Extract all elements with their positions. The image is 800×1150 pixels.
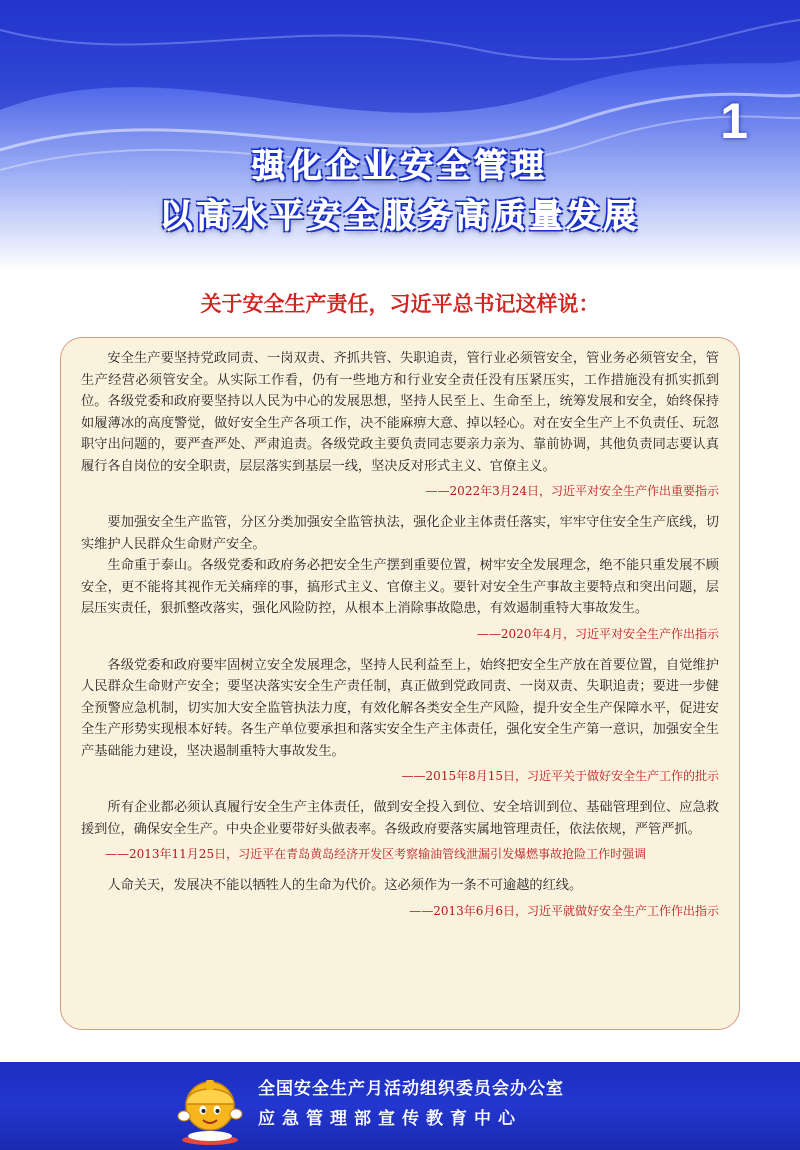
quote-panel xyxy=(60,337,740,1030)
quote-attribution: ——2015年8月15日，习近平关于做好安全生产工作的批示 xyxy=(401,769,719,783)
quote-attribution: ——2013年11月25日，习近平在青岛黄岛经济开发区考察输油管线泄漏引发爆燃事故抢险工作时强调 xyxy=(105,847,647,861)
quote-block-2020 xyxy=(81,512,719,645)
page-number: 1 xyxy=(720,93,748,149)
quote-block-2015 xyxy=(81,655,719,788)
quote-paragraph: 所有企业都必须认真履行安全生产主体责任，做到安全投入到位、安全培训到位、基础管理到位、应急救援到位，确保安全生产。中央企业要带好头做表率。各级政府要落实属地管理责任，依法依规，严管严抓。 xyxy=(81,800,719,837)
quote-block-2013-jun xyxy=(81,875,719,922)
safety-mascot-icon xyxy=(175,1066,245,1146)
quote-paragraph: 要加强安全生产监管，分区分类加强安全监管执法，强化企业主体责任落实，牢牢守住安全生产底线，切实维护人民群众生命财产安全。 xyxy=(81,515,719,552)
footer-organizer-line-2: 应急管理部宣传教育中心 xyxy=(258,1109,522,1129)
page-title-line-1: 强化企业安全管理 xyxy=(252,146,548,185)
quote-block-2013-nov xyxy=(81,797,719,865)
footer-organizer-line-1: 全国安全生产月活动组织委员会办公室 xyxy=(258,1079,564,1099)
section-subtitle: 关于安全生产责任，习近平总书记这样说： xyxy=(200,292,600,316)
quote-paragraph: 安全生产要坚持党政同责、一岗双责、齐抓共管、失职追责，管行业必须管安全，管业务必须管安全，管生产经营必须管安全。从实际工作看，仍有一些地方和行业安全责任没有压紧压实，工作措施没有抓实抓到位。各级党委和政府要坚持以人民为中心的发展思想，坚持人民至上、生命至上，统筹发展和安全，始终保持如履薄冰的高度警觉，做好安全生产各项工作，决不能麻痹大意、掉以轻心。对在安全生产上不负责任、玩忽职守出问题的，要严查严处、严肃追责。各级党政主要负责同志要亲力亲为、靠前协调，其他负责同志要认真履行各自岗位的安全职责，层层落实到基层一线，坚决反对形式主义、官僚主义。 xyxy=(81,351,719,474)
quote-paragraph: 人命关天，发展决不能以牺牲人的生命为代价。这必须作为一条不可逾越的红线。 xyxy=(107,878,583,893)
quote-attribution: ——2022年3月24日，习近平对安全生产作出重要指示 xyxy=(425,484,719,498)
page-title-line-2: 以高水平安全服务高质量发展 xyxy=(159,196,641,235)
quote-attribution: ——2020年4月，习近平对安全生产作出指示 xyxy=(476,626,719,641)
quote-attribution: ——2013年6月6日，习近平就做好安全生产工作作出指示 xyxy=(409,903,719,918)
quote-paragraph: 生命重于泰山。各级党委和政府务必把安全生产摆到重要位置，树牢安全发展理念，绝不能只重发展不顾安全，更不能将其视作无关痛痒的事，搞形式主义、官僚主义。要针对安全生产事故主要特点和突出问题，层层压实责任，狠抓整改落实，强化风险防控，从根本上消除事故隐患，有效遏制重特大事故发生。 xyxy=(81,558,719,616)
footer-bar xyxy=(0,1062,800,1150)
quote-paragraph: 各级党委和政府要牢固树立安全发展理念，坚持人民利益至上，始终把安全生产放在首要位置，自觉维护人民群众生命财产安全；要坚决落实安全生产责任制，真正做到党政同责、一岗双责、失职追责；要进一步健全预警应急机制，切实加大安全监管执法力度，有效化解各类安全生产风险，提升安全生产保障水平，促进安全生产形势实现根本好转。各生产单位要承担和落实安全生产主体责任，强化安全生产第一意识，加强安全生产基础能力建设，坚决遏制重特大事故发生。 xyxy=(81,657,719,759)
quote-block-2022 xyxy=(81,348,719,502)
